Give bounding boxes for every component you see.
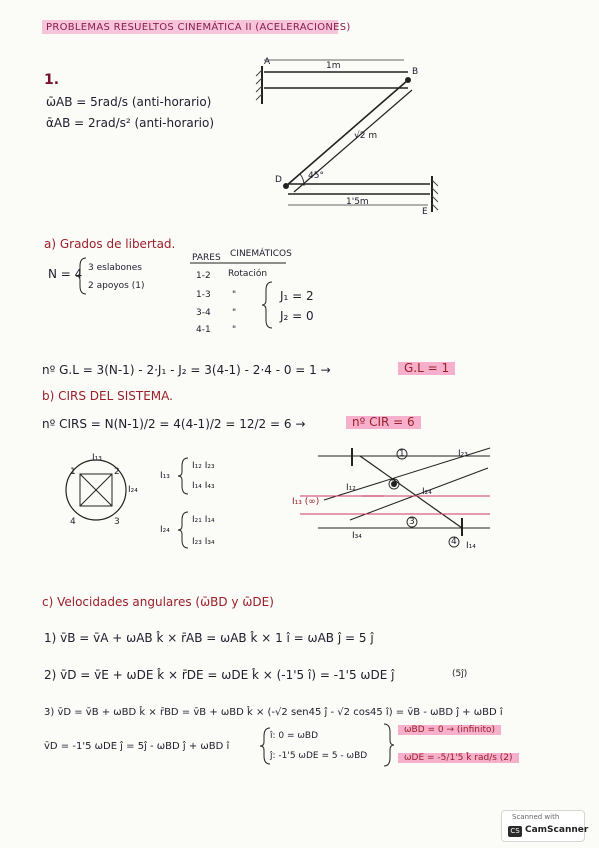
equation-1: 1) v̄B = v̄A + ωAB k̂ × r̄AB = ωAB k̂ × 1 î = ωAB ĵ = 5 ĵ xyxy=(44,631,374,645)
page-title: PROBLEMAS RESUELTOS CINEMÁTICA II (ACELERACIONES) xyxy=(46,22,351,33)
diagram-circled-1: 1 xyxy=(399,449,405,459)
camscanner-logo-icon: CS xyxy=(508,826,522,837)
equation-3: 3) v̄D = v̄B + ωBD k̂ × r̄BD = v̄B + ωBD k̂ × (-√2 sen45 ĵ - √2 cos45 î) = v̄B - ωBD ĵ + ωBD î xyxy=(44,707,503,718)
n-item-supports: 2 apoyos (1) xyxy=(88,281,145,291)
length-de: 1'5m xyxy=(346,197,369,207)
brace1-row1: I₁₂ I₂₃ xyxy=(192,461,215,471)
pairs-header-cinematicos: CINEMÁTICOS xyxy=(230,249,292,259)
diagram-circled-2: 2 xyxy=(391,479,397,489)
camscanner-badge xyxy=(501,810,589,842)
pair-1-2-type: Rotación xyxy=(228,269,268,279)
pair-3-4-type: " xyxy=(232,308,237,318)
problem-number: 1. xyxy=(44,72,60,88)
section-a-title: a) Grados de libertad. xyxy=(44,237,176,251)
diagram-i23: I₂₃ xyxy=(458,449,468,459)
pair-1-2: 1-2 xyxy=(196,271,211,281)
brace1-row2: I₁₄ I₄₃ xyxy=(192,481,215,491)
circle-node-3: 3 xyxy=(114,517,120,527)
badge-scanned-with: Scanned with xyxy=(512,813,560,821)
n-item-links: 3 eslabones xyxy=(88,263,142,273)
result-omega-bd-text: ωBD = 0 → (infinito) xyxy=(398,725,501,735)
diagram-i24: I₂₄ xyxy=(422,487,432,497)
length-ab: 1m xyxy=(326,61,341,71)
pair-1-3: 1-3 xyxy=(196,290,211,300)
pair-3-4: 3-4 xyxy=(196,308,211,318)
result-omega-de-text: ωDE = -5/1'5 k̂ rad/s (2) xyxy=(398,753,519,763)
point-b-label: B xyxy=(412,67,419,77)
cirs-result: nº CIR = 6 xyxy=(346,416,421,429)
section-b-title: b) CIRS DEL SISTEMA. xyxy=(42,389,173,403)
circle-node-1: 1 xyxy=(70,467,76,477)
point-d-label: D xyxy=(275,175,282,185)
equation-2: 2) v̄D = v̄E + ωDE k̂ × r̄DE = ωDE k̂ × (-1'5 î) = -1'5 ωDE ĵ xyxy=(44,668,395,682)
diagram-i14: I₁₄ xyxy=(466,541,476,551)
brace2-row2: I₂₃ I₃₄ xyxy=(192,537,215,547)
diagram-i12: I₁₂ xyxy=(346,483,356,493)
section-c-title: c) Velocidades angulares (ω̄BD y ω̄DE) xyxy=(42,595,274,609)
length-bd: √2 m xyxy=(354,131,378,141)
pairs-header-pares: PARES xyxy=(192,253,221,263)
j2-value: J₂ = 0 xyxy=(280,309,314,323)
pair-1-3-type: " xyxy=(232,290,237,300)
brace1-left: I₁₃ xyxy=(160,471,170,481)
badge-camscanner: CamScanner xyxy=(525,825,589,835)
brace2-row1: I₂₁ I₁₄ xyxy=(192,515,215,525)
brace2-left: I₂₄ xyxy=(160,525,170,535)
given-alpha: ᾱAB = 2rad/s² (anti-horario) xyxy=(46,116,215,130)
gl-result: G.L = 1 xyxy=(398,362,455,375)
point-e-label: E xyxy=(422,207,428,217)
given-omega: ω̄AB = 5rad/s (anti-horario) xyxy=(46,95,212,109)
circle-label-i13: I₁₃ xyxy=(92,453,102,463)
n-expression: N = 4 xyxy=(48,267,83,281)
result-omega-de xyxy=(398,752,519,765)
pair-4-1-type: " xyxy=(232,325,237,335)
point-a-label: A xyxy=(264,57,271,67)
circle-label-i24: I₂₄ xyxy=(128,485,138,495)
circle-node-2: 2 xyxy=(114,467,120,477)
result-omega-bd xyxy=(398,724,501,737)
gl-formula: nº G.L = 3(N-1) - 2·J₁ - J₂ = 3(4-1) - 2·4 - 0 = 1 → xyxy=(42,363,331,377)
j1-value: J₁ = 2 xyxy=(280,289,314,303)
equation-3-note: (5ĵ) xyxy=(452,669,468,679)
diagram-circled-3: 3 xyxy=(409,517,415,527)
diagram-i34: I₃₄ xyxy=(352,531,362,541)
circle-node-4: 4 xyxy=(70,517,76,527)
diagram-circled-4: 4 xyxy=(451,537,457,547)
pair-4-1: 4-1 xyxy=(196,325,211,335)
cirs-formula: nº CIRS = N(N-1)/2 = 4(4-1)/2 = 12/2 = 6 → xyxy=(42,417,306,431)
equation-4: v̄D = -1'5 ωDE ĵ = 5ĵ - ωBD ĵ + ωBD î xyxy=(44,741,230,752)
diagram-i13-infinity: I₁₃ (∞) xyxy=(292,497,320,507)
system-i-component: î: 0 = ωBD xyxy=(270,731,319,741)
angle-label: 45° xyxy=(308,171,324,181)
system-j-component: ĵ: -1'5 ωDE = 5 - ωBD xyxy=(270,751,368,761)
